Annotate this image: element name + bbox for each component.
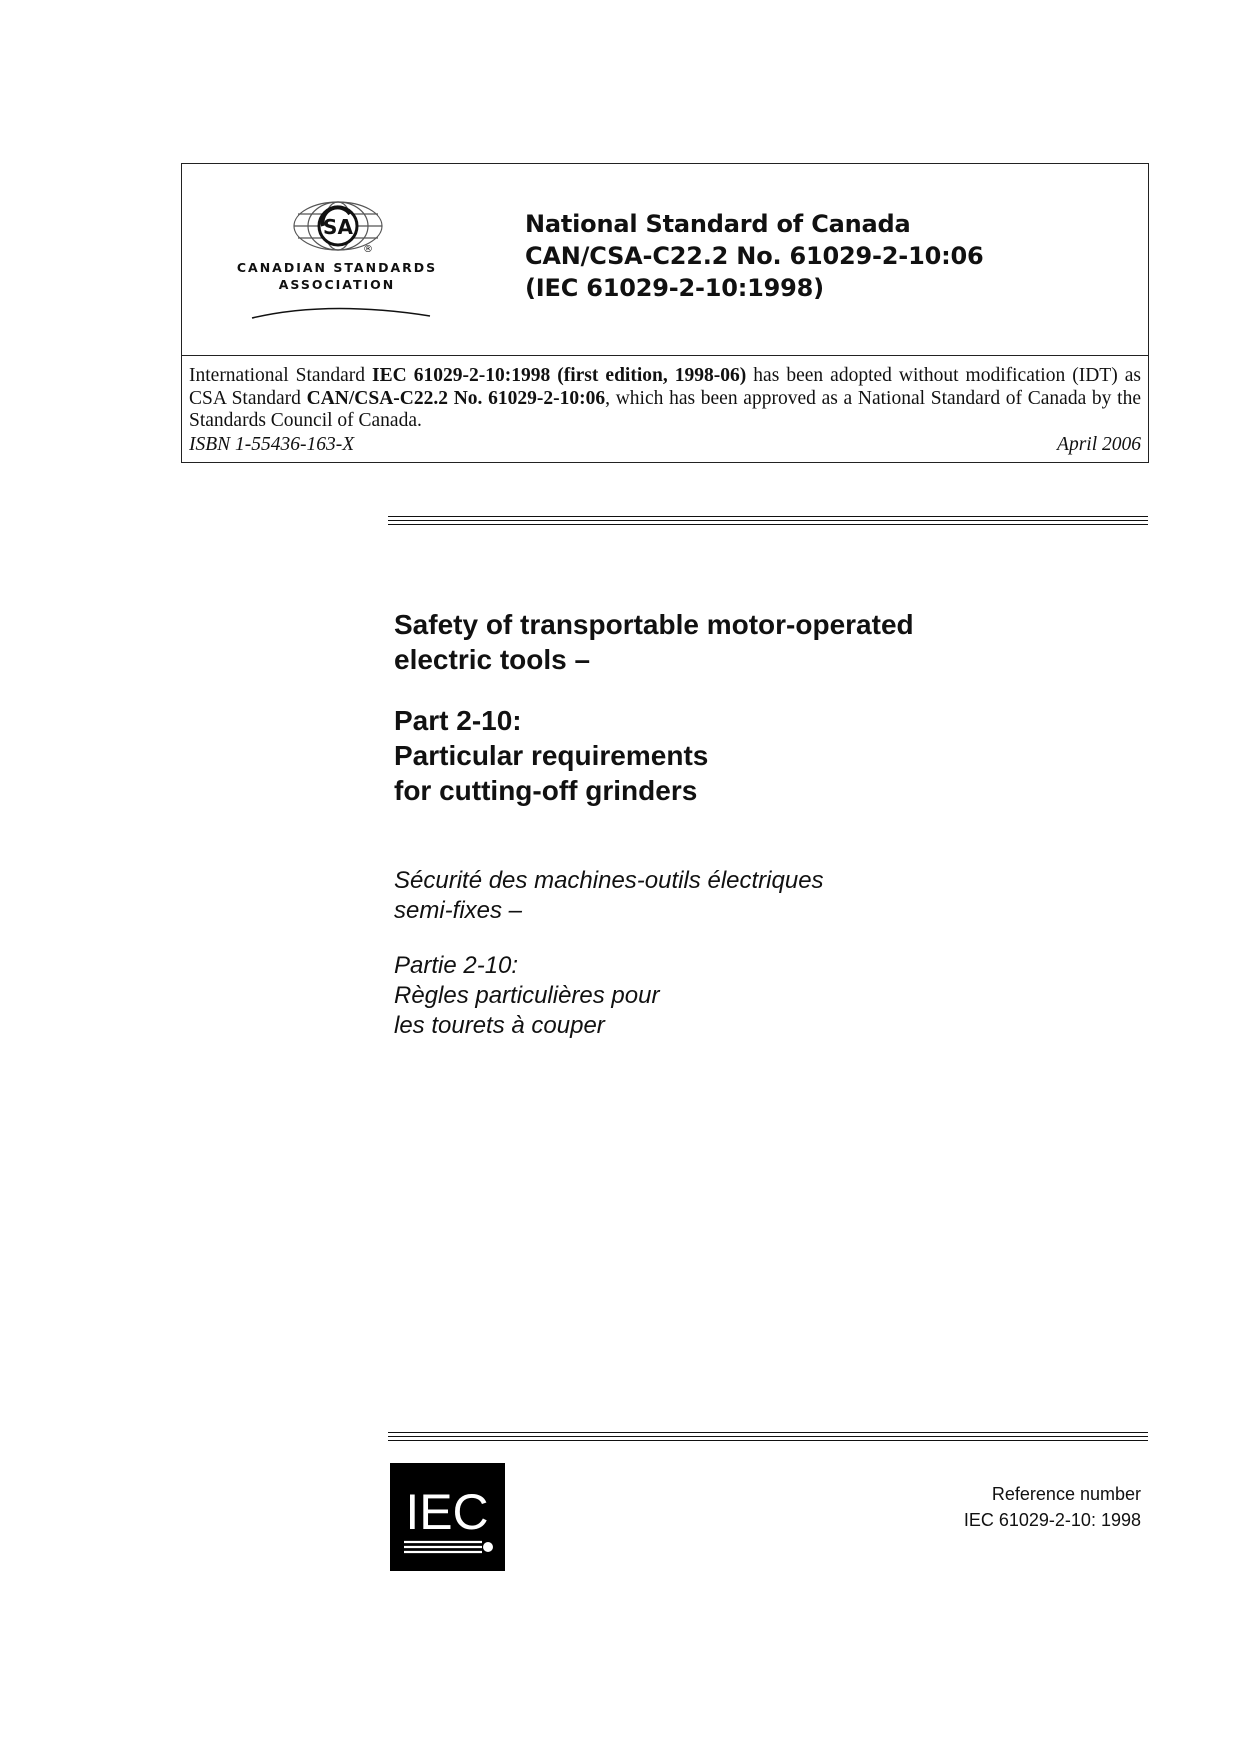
registered-mark: ® [363, 244, 373, 255]
national-standard-title: National Standard of Canada [525, 210, 911, 238]
csa-name-line-1: CANADIAN STANDARDS [236, 260, 438, 275]
header-box [181, 163, 1149, 463]
iec-logo-text: IEC [405, 1484, 489, 1540]
title-en-subtitle-1: Particular requirements [394, 740, 709, 771]
isbn: ISBN 1-55436-163-X [189, 434, 355, 455]
reference-label: Reference number [991, 1484, 1141, 1504]
csa-name-line-2: ASSOCIATION [278, 277, 396, 292]
title-en-line-2: electric tools – [394, 644, 591, 675]
header-divider [182, 355, 1148, 356]
top-triple-rule [388, 516, 1148, 526]
svg-text:SA: SA [323, 215, 353, 239]
adoption-iec-ref: IEC 61029-2-10:1998 (first edition, 1998-06) [372, 365, 747, 386]
adoption-statement [189, 365, 1141, 433]
reference-number: IEC 61029-2-10: 1998 [963, 1510, 1141, 1530]
adoption-text-1: International Standard [189, 365, 373, 386]
csa-standard-number: CAN/CSA-C22.2 No. 61029-2-10:06 [525, 242, 984, 270]
title-fr-subtitle-2: les tourets à couper [394, 1012, 605, 1039]
adoption-text-2: has been adopted without modification (IDT) as CSA Standard [189, 365, 1141, 409]
adoption-text-3: , which has been approved as a National Standard of Canada by the Standards Council of Canada. [189, 387, 1141, 431]
title-fr-subtitle-1: Règles particulières pour [394, 982, 660, 1009]
title-en-part: Part 2-10: [394, 705, 522, 736]
title-fr-line-2: semi-fixes – [394, 897, 523, 924]
title-fr-part: Partie 2-10: [394, 952, 519, 979]
issue-date: April 2006 [1057, 434, 1141, 455]
bottom-triple-rule [388, 1432, 1148, 1442]
title-en-line-1: Safety of transportable motor-operated [394, 609, 914, 640]
iec-logo-icon [390, 1463, 505, 1571]
title-en-subtitle-2: for cutting-off grinders [394, 775, 698, 806]
adoption-csa-ref: CAN/CSA-C22.2 No. 61029-2-10:06 [306, 387, 606, 409]
title-fr-line-1: Sécurité des machines-outils électriques [394, 867, 824, 894]
iec-standard-number: (IEC 61029-2-10:1998) [525, 274, 824, 302]
